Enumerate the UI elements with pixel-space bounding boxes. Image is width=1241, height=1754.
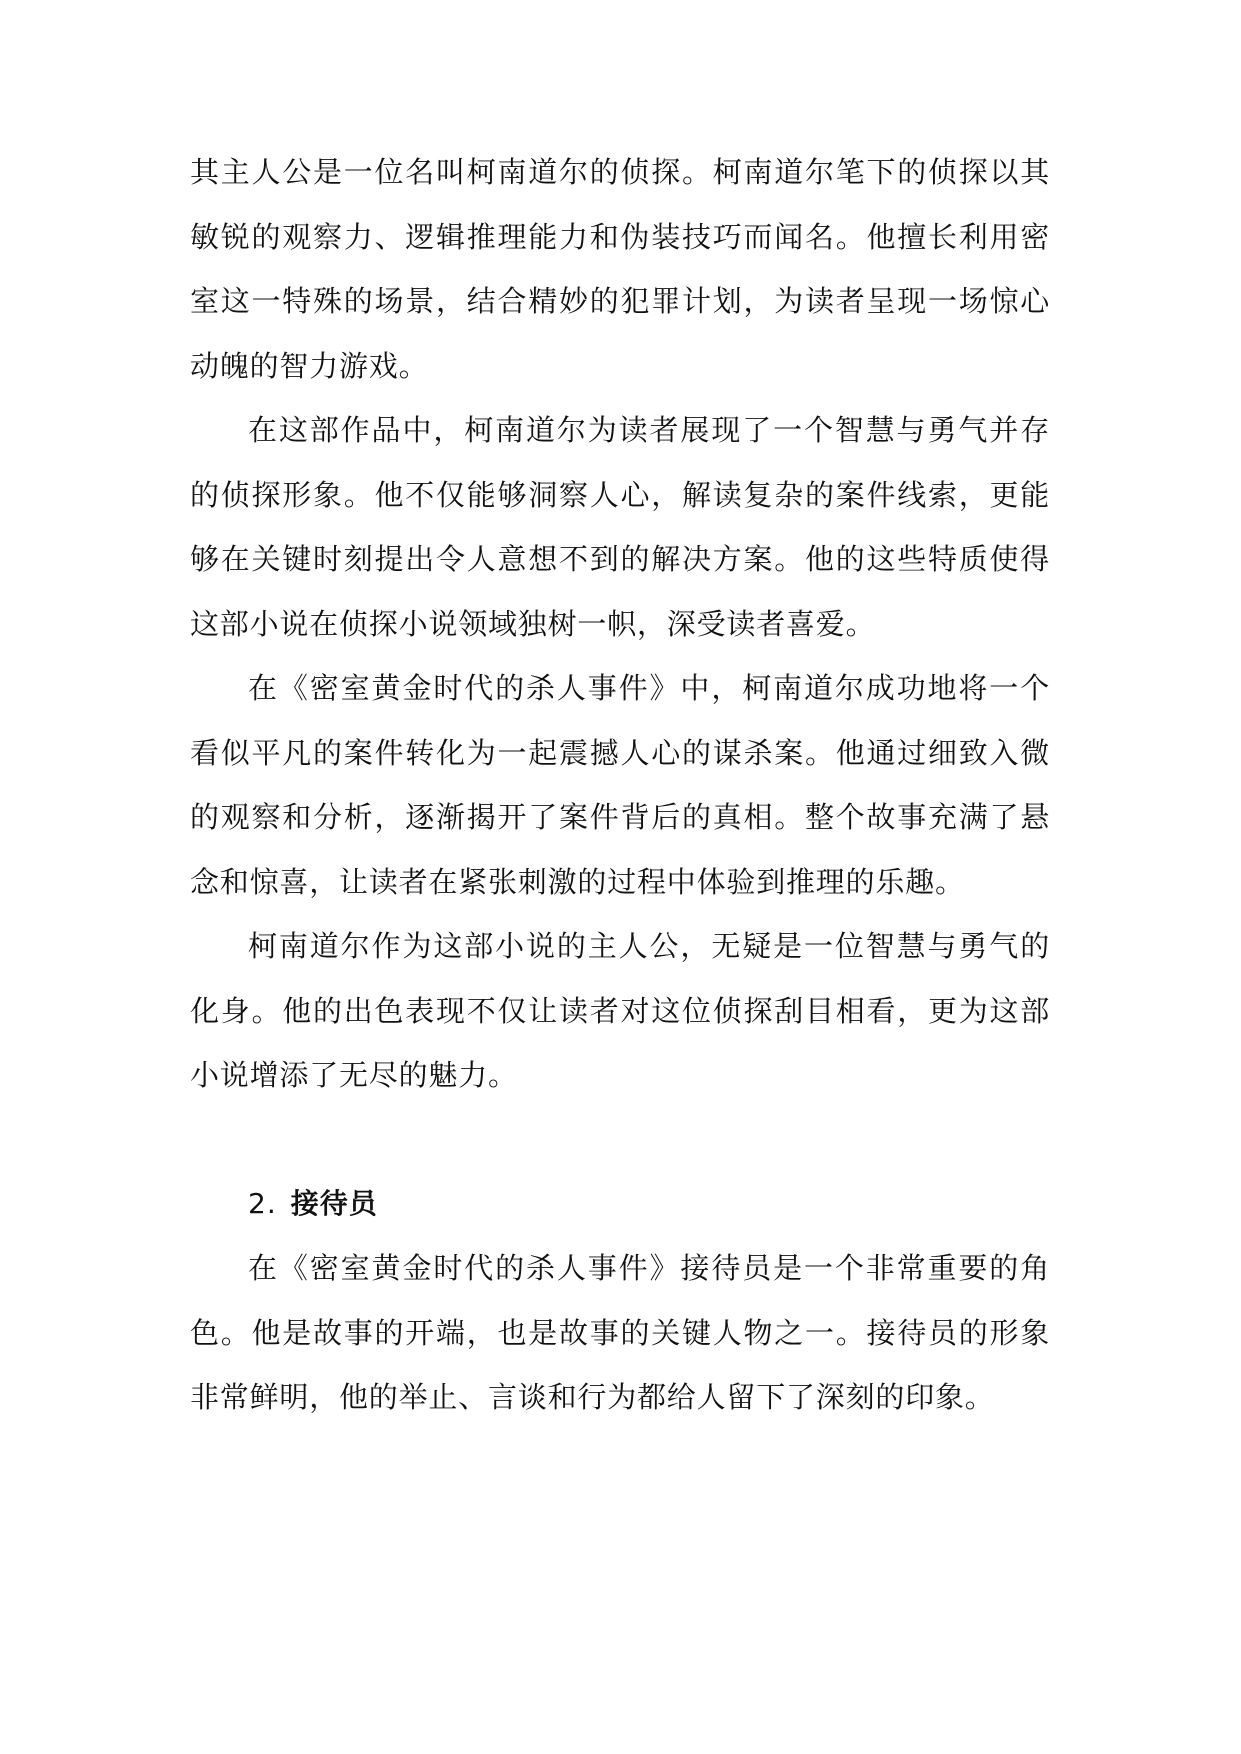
section-heading <box>190 1172 1050 1237</box>
paragraph-4: 柯南道尔作为这部小说的主人公，无疑是一位智慧与勇气的化身。他的出色表现不仅让读者对这位侦探刮目相看，更为这部小说增添了无尽的魅力。 <box>190 929 1050 1092</box>
paragraph-3: 在《密室黄金时代的杀人事件》中，柯南道尔成功地将一个看似平凡的案件转化为一起震撼人心的谋杀案。他通过细致入微的观察和分析，逐渐揭开了案件背后的真相。整个故事充满了悬念和惊喜，让读者在紧张刺激的过程中体验到推理的乐趣。 <box>190 671 1050 899</box>
paragraph-5: 在《密室黄金时代的杀人事件》接待员是一个非常重要的角色。他是故事的开端，也是故事的关键人物之一。接待员的形象非常鲜明，他的举止、言谈和行为都给人留下了深刻的印象。 <box>190 1251 1050 1414</box>
section-title: 接待员 <box>290 1186 378 1220</box>
document-body <box>190 140 1050 1430</box>
paragraph-2: 在这部作品中，柯南道尔为读者展现了一个智慧与勇气并存的侦探形象。他不仅能够洞察人心，解读复杂的案件线索，更能够在关键时刻提出令人意想不到的解决方案。他的这些特质使得这部小说在侦探小说领域独树一帜，深受读者喜爱。 <box>190 413 1050 641</box>
paragraph-1: 其主人公是一位名叫柯南道尔的侦探。柯南道尔笔下的侦探以其敏锐的观察力、逻辑推理能力和伪装技巧而闻名。他擅长利用密室这一特殊的场景，结合精妙的犯罪计划，为读者呈现一场惊心动魄的智力游戏。 <box>190 155 1050 383</box>
section-number: 2. <box>248 1186 277 1220</box>
